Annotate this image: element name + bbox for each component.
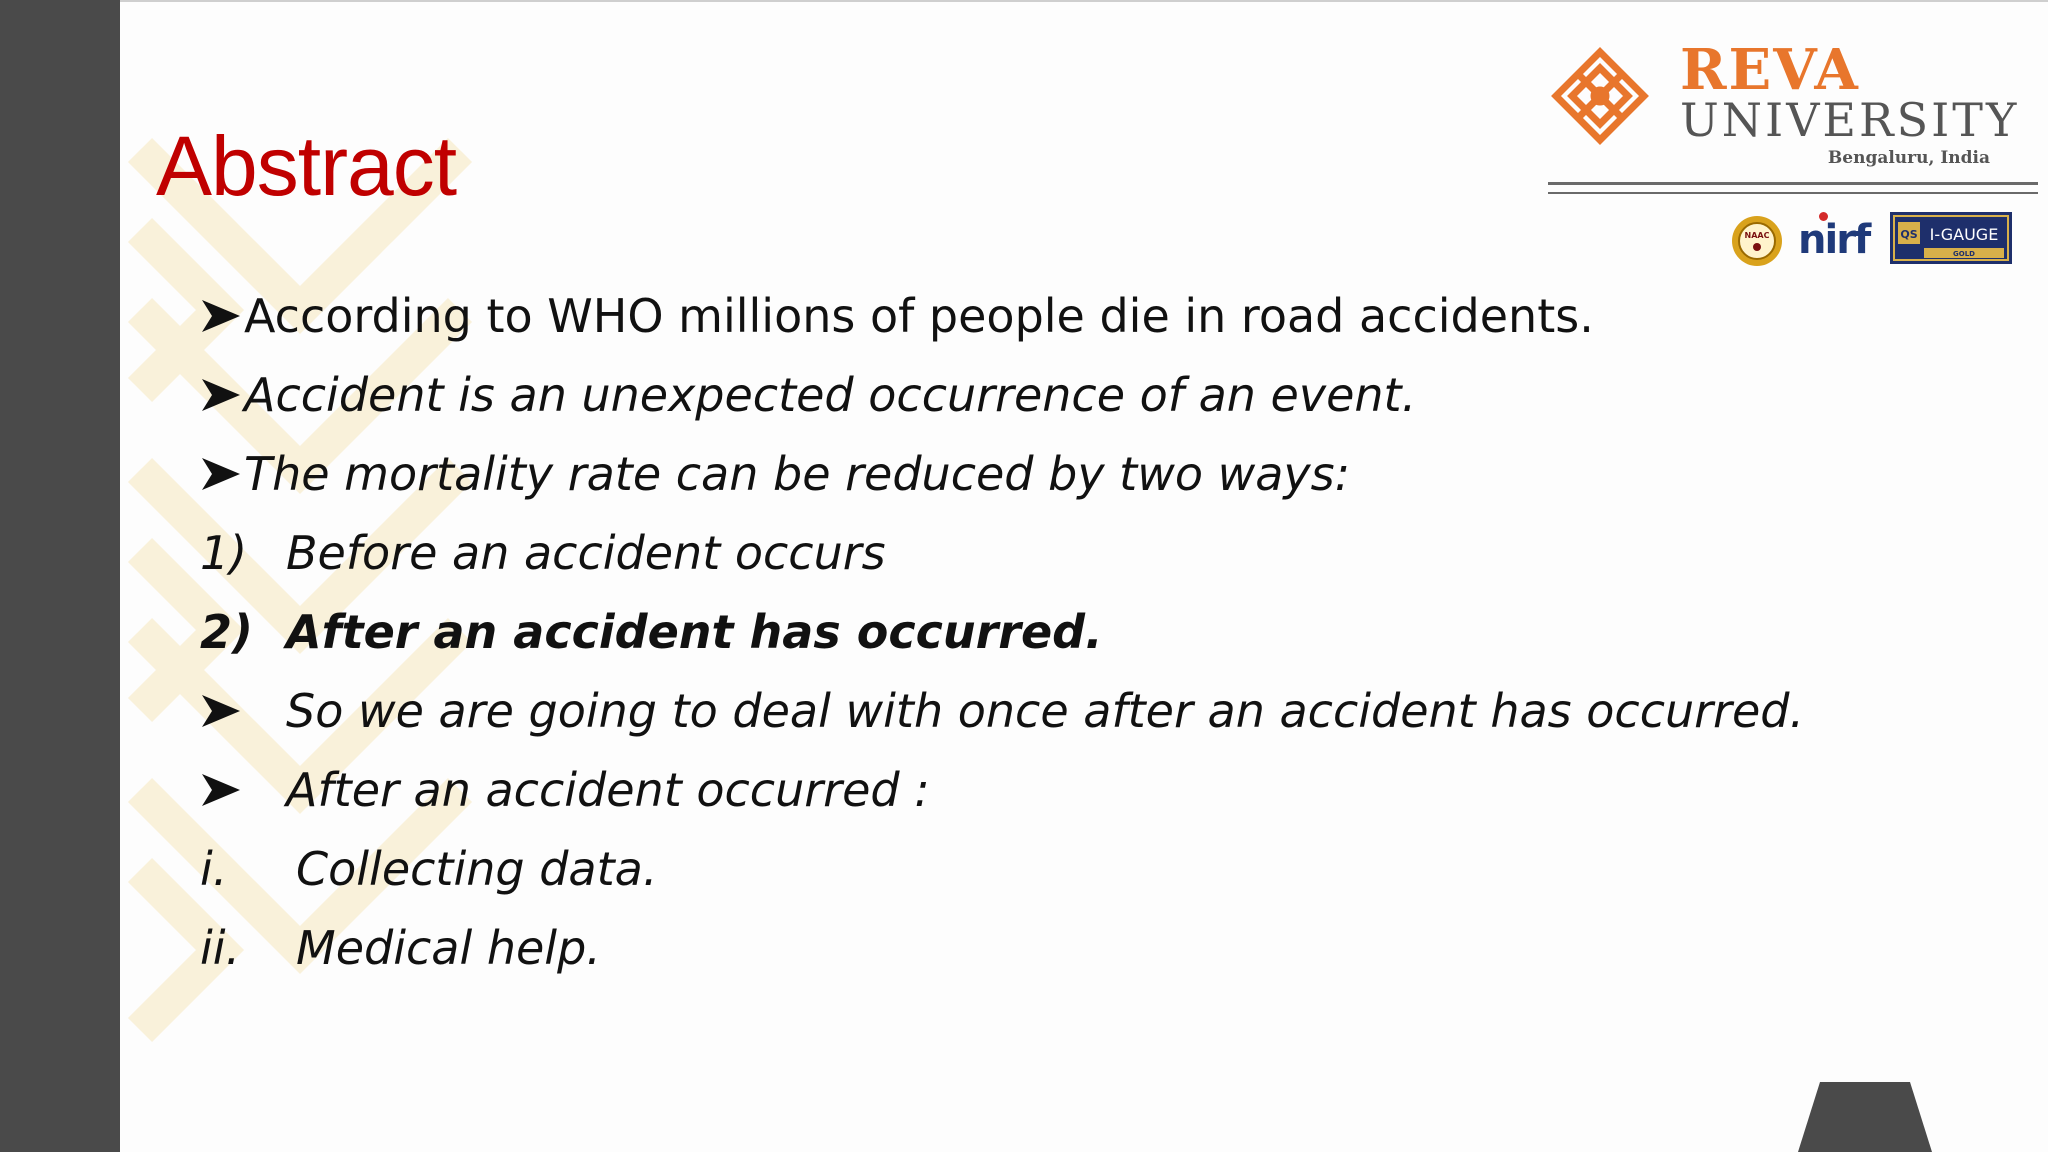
list-item-number: 1) xyxy=(200,526,248,580)
logo-name-university: UNIVERSITY xyxy=(1680,93,2020,147)
arrow-bullet-icon xyxy=(200,770,244,810)
list-item xyxy=(200,677,1805,756)
list-item xyxy=(200,914,1594,993)
slide-title: Abstract xyxy=(156,119,457,213)
list-item-numeral: i. xyxy=(200,842,228,896)
list-item-text: After an accident occurred : xyxy=(286,763,930,817)
list-item xyxy=(200,361,1594,440)
naac-badge-icon xyxy=(1730,214,1784,268)
bullet-list xyxy=(200,282,1805,993)
logo-divider xyxy=(1548,182,2038,185)
list-item-text: After an accident has occurred. xyxy=(286,605,1103,659)
list-item-text: So we are going to deal with once after an accident has occurred. xyxy=(286,684,1805,738)
list-item xyxy=(200,440,1594,519)
university-logo xyxy=(1548,36,2038,276)
logo-divider-thin xyxy=(1548,192,2038,194)
qs-igauge-badge-icon xyxy=(1890,212,2012,264)
list-item-numeral: ii. xyxy=(200,921,241,975)
list-item xyxy=(200,835,1594,914)
svg-text:I-GAUGE: I-GAUGE xyxy=(1929,225,1999,244)
list-item-text: Collecting data. xyxy=(296,842,658,896)
arrow-bullet-icon xyxy=(200,691,244,731)
reva-emblem-icon xyxy=(1550,46,1650,146)
arrow-bullet-icon xyxy=(200,296,244,336)
svg-text:GOLD: GOLD xyxy=(1953,250,1975,258)
list-item xyxy=(200,756,1594,835)
list-item-text: According to WHO millions of people die in road accidents. xyxy=(244,289,1594,343)
list-item xyxy=(200,519,1594,598)
nirf-badge: nirf xyxy=(1798,217,1870,263)
arrow-bullet-icon xyxy=(200,454,244,494)
svg-text:NAAC: NAAC xyxy=(1744,231,1770,240)
left-accent-bar xyxy=(0,0,120,1152)
list-item-text: Accident is an unexpected occurrence of an event. xyxy=(244,368,1417,422)
logo-location: Bengaluru, India xyxy=(1827,148,1990,168)
list-item xyxy=(200,282,1594,361)
top-rule xyxy=(0,0,2048,2)
logo-name-reva: REVA xyxy=(1680,37,1860,103)
list-item-text: Before an accident occurs xyxy=(286,526,886,580)
list-item xyxy=(200,598,1594,677)
arrow-bullet-icon xyxy=(200,375,244,415)
list-item-text: The mortality rate can be reduced by two ways: xyxy=(244,447,1351,501)
list-item-number: 2) xyxy=(200,605,254,659)
list-item-text: Medical help. xyxy=(296,921,601,975)
corner-decoration xyxy=(1798,1082,1932,1152)
svg-text:QS: QS xyxy=(1900,228,1918,241)
